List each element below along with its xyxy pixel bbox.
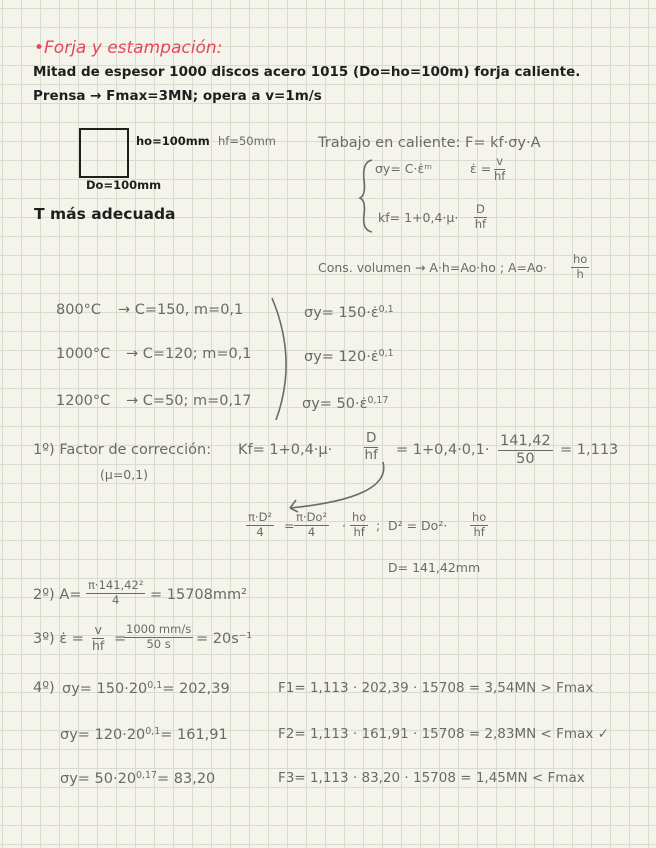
step1-eq-mid: = 1+0,4·0,1· — [396, 442, 490, 458]
arrow-head — [290, 500, 298, 512]
diameter-result: D= 141,42mm — [388, 560, 481, 575]
step1-label: 1º) Factor de corrección: — [33, 442, 212, 458]
curved-arrow — [290, 462, 384, 508]
vol-rhs-den: 4 — [307, 524, 316, 539]
step4-force-1: F1= 1,113 · 202,39 · 15708 = 3,54MN > Fmax — [278, 680, 594, 696]
vol-h-den: hf — [353, 524, 365, 539]
hf-label: hf=50mm — [218, 134, 277, 148]
step1-kf-expr: Kf= 1+0,4·μ· — [238, 442, 333, 458]
vol-lhs-num: π·D² — [248, 510, 273, 524]
step2-den: 4 — [112, 592, 120, 607]
step3-label: 3º) ε̇ = — [33, 631, 84, 647]
vol-times: · — [342, 518, 346, 533]
temp-800: 800°C — [56, 302, 102, 318]
step3-num2: 1000 mm/s — [126, 622, 192, 636]
step4-sigma-1: $\sigma y= 150\cdot 20^{0,1}= 202,39$ — [62, 680, 230, 698]
step4-force-2: F2= 1,113 · 161,91 · 15708 = 2,83MN < Fmax ✓ — [278, 726, 609, 742]
vol-eq: = — [284, 518, 295, 533]
kf-formula: kf= 1+0,4·μ· — [378, 210, 459, 225]
step3-den2: 50 s — [146, 636, 171, 651]
problem-statement: Mitad de espesor 1000 discos acero 1015 (Do=ho=100m) forja caliente. — [33, 64, 581, 80]
temp-1200-params: → C=50; m=0,17 — [126, 393, 252, 409]
vol-rhs-num: π·Do² — [296, 510, 328, 524]
sigma-800: σy= 150·ε̇$^{0,1}$ — [304, 304, 394, 322]
press-spec: Prensa → Fmax=3MN; opera a v=1m/s — [33, 88, 322, 104]
vol-lhs-den: 4 — [256, 524, 264, 539]
step2-label: 2º) A= — [33, 587, 82, 603]
vol-h-num: ho — [352, 510, 367, 524]
theory-brace — [360, 160, 372, 232]
strain-rate-label: ε̇ = — [470, 161, 492, 176]
step3-result: = 20s⁻¹ — [196, 631, 253, 647]
volume-num: ho — [573, 252, 588, 266]
strain-rate-den: hf — [494, 168, 506, 183]
temp-800-params: → C=150, m=0,1 — [118, 302, 244, 318]
step4-sigma-2: $\sigma y= 120\cdot 20^{0,1}= 161,91$ — [60, 726, 228, 744]
vol-semicolon: ; — [376, 518, 381, 533]
step1-kf-num: D — [366, 430, 377, 446]
mu-value: (μ=0,1) — [100, 467, 149, 482]
h0-label: ho=100mm — [136, 134, 210, 148]
step4-force-3: F3= 1,113 · 83,20 · 15708 = 1,45MN < Fmax — [278, 770, 585, 786]
step1-result: = 1,113 — [560, 442, 619, 458]
volume-conservation: Cons. volumen → A·h=Ao·ho ; A=Ao· — [318, 260, 547, 275]
temp-1000: 1000°C — [56, 346, 111, 362]
question-text: T más adecuada — [34, 205, 176, 223]
sigma-formula: σy= C·ε̇ᵐ — [375, 161, 433, 176]
step1-num2: 141,42 — [500, 433, 551, 449]
vol-d2-num: ho — [472, 510, 487, 524]
theory-title: Trabajo en caliente: F= kf·σy·A — [318, 135, 541, 151]
sigma-1000: σy= 120·ε̇$^{0,1}$ — [304, 348, 394, 366]
sigma-1200: σy= 50·ε̇$^{0,17}$ — [302, 395, 389, 413]
kf-num: D — [476, 202, 485, 216]
strain-rate-num: v — [496, 154, 504, 168]
page-title: •Forja y estampación: — [34, 38, 223, 58]
step2-result: = 15708mm² — [150, 587, 247, 603]
vol-d2-den: hf — [473, 524, 485, 539]
kf-den: hf — [474, 216, 487, 231]
vol-d2: D² = Do²· — [388, 518, 448, 533]
step4-sigma-3: $\sigma y= 50\cdot 20^{0,17}= 83,20$ — [60, 770, 216, 788]
temp-parenthesis — [272, 298, 286, 420]
step2-num: π·141,42² — [88, 578, 144, 592]
step4-label: 4º) — [33, 680, 55, 696]
d0-label: Do=100mm — [86, 178, 162, 192]
step1-kf-den: hf — [364, 446, 378, 463]
volume-den: h — [576, 266, 584, 281]
temp-1000-params: → C=120; m=0,1 — [126, 346, 252, 362]
step1-den2: 50 — [516, 450, 535, 467]
step3-den1: hf — [92, 637, 105, 653]
step3-num1: v — [94, 622, 102, 637]
temp-1200: 1200°C — [56, 393, 111, 409]
step3-eq: = — [114, 631, 127, 647]
